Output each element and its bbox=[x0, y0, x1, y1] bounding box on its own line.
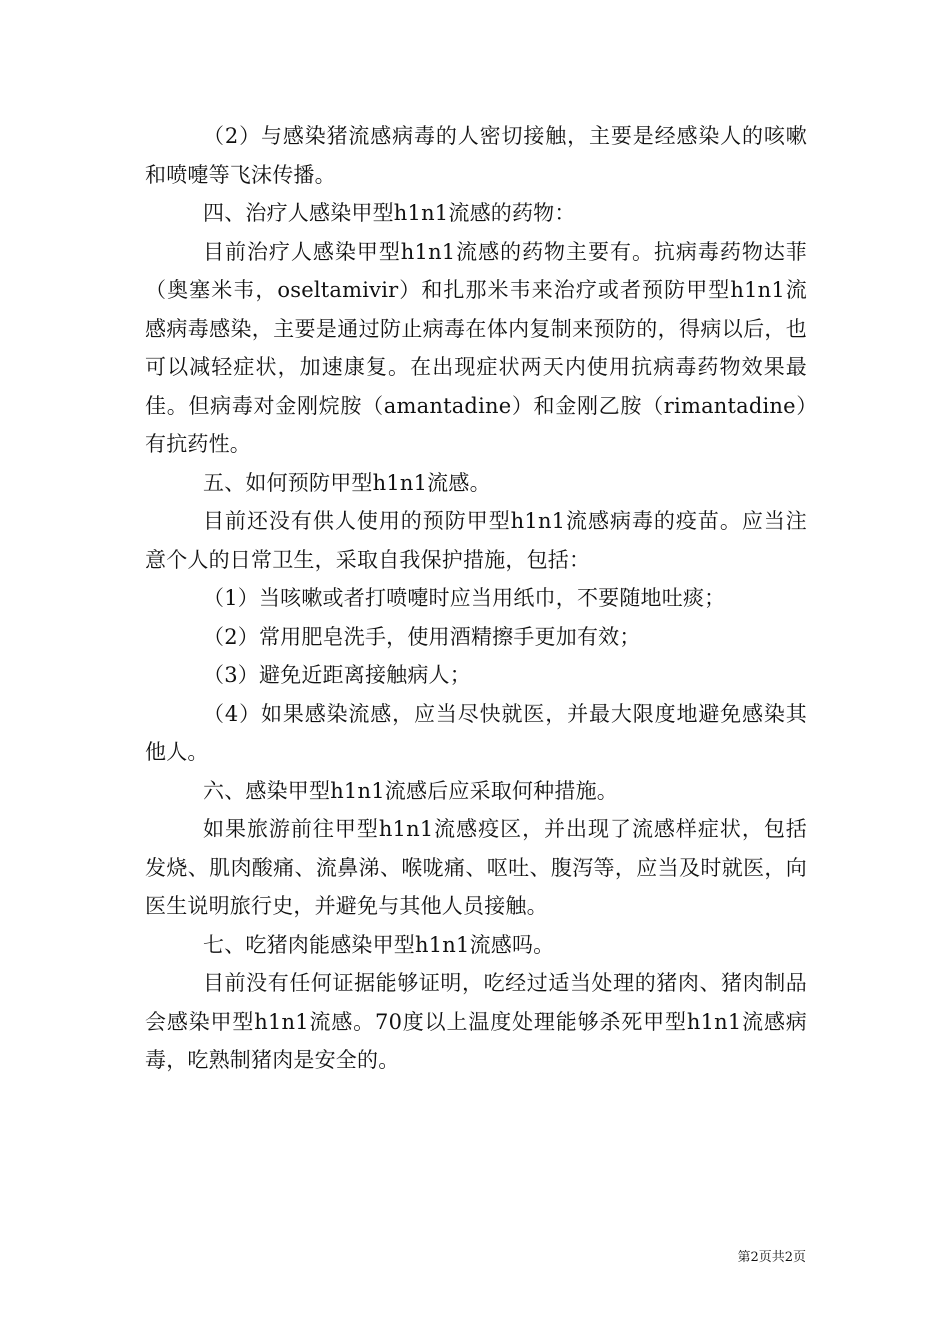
heading-measures-after-infection: 六、感染甲型h1n1流感后应采取何种措施。 bbox=[203, 778, 618, 803]
page-number-footer: 第2页共2页 bbox=[737, 1250, 806, 1265]
heading-pork-infection: 七、吃猪肉能感染甲型h1n1流感吗。 bbox=[203, 932, 555, 957]
list-item-cough-tissue: （1）当咳嗽或者打喷嚏时应当用纸巾，不要随地吐痰； bbox=[203, 586, 726, 610]
heading-treatment-drugs: 四、治疗人感染甲型h1n1流感的药物： bbox=[203, 201, 576, 225]
paragraph-no-vaccine: 目前还没有供人使用的预防甲型h1n1流感病毒的疫苗。应当注意个人的日常卫生，采取自我保护措施，包括： bbox=[145, 509, 807, 572]
list-item-wash-hands: （2）常用肥皂洗手，使用酒精擦手更加有效； bbox=[203, 624, 641, 649]
document-body bbox=[145, 117, 807, 1080]
paragraph-pork-safety: 目前没有任何证据能够证明，吃经过适当处理的猪肉、猪肉制品会感染甲型h1n1流感。70度以上温度处理能够杀死甲型h1n1流感病毒，吃熟制猪肉是安全的。 bbox=[145, 971, 807, 1072]
paragraph-travel-symptoms: 如果旅游前往甲型h1n1流感疫区，并出现了流感样症状，包括发烧、肌肉酸痛、流鼻涕、喉咙痛、呕吐、腹泻等，应当及时就医，向医生说明旅行史，并避免与其他人员接触。 bbox=[145, 817, 807, 918]
paragraph-antiviral-drugs: 目前治疗人感染甲型h1n1流感的药物主要有。抗病毒药物达菲（奥塞米韦，oseltamivir）和扎那米韦来治疗或者预防甲型h1n1流感病毒感染，主要是通过防止病毒在体内复制来预防的，得病以后，也可以减轻症状，加速康复。在出现症状两天内使用抗病毒药物效果最佳。但病毒对金刚烷胺（amantadine）和金刚乙胺（rimantadine）有抗药性。 bbox=[145, 239, 807, 456]
paragraph-transmission-contact: （2）与感染猪流感病毒的人密切接触，主要是经感染人的咳嗽和喷嚏等飞沫传播。 bbox=[145, 124, 807, 187]
heading-prevention: 五、如何预防甲型h1n1流感。 bbox=[203, 470, 491, 495]
list-item-seek-medical: （4）如果感染流感，应当尽快就医，并最大限度地避免感染其他人。 bbox=[145, 701, 807, 764]
list-item-avoid-contact: （3）避免近距离接触病人； bbox=[203, 663, 471, 687]
